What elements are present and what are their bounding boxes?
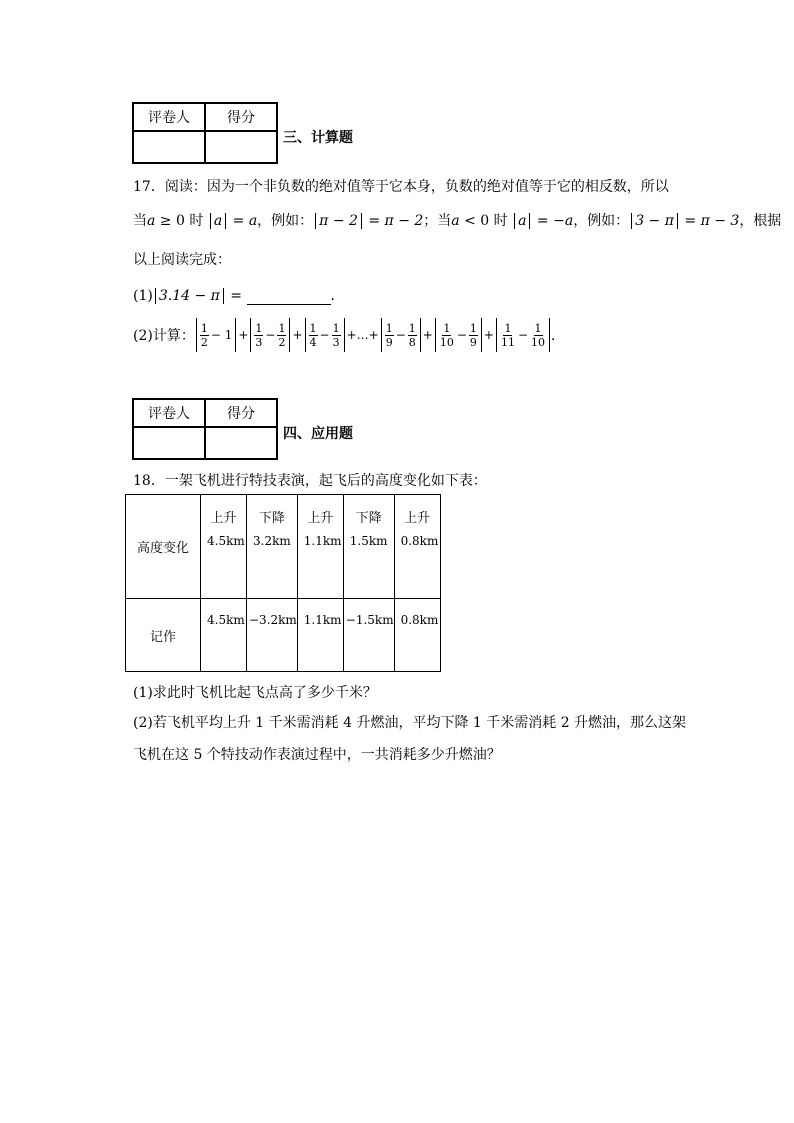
abs-term-5: $\frac{1}{10}$ − $\frac{1}{9}$	[435, 318, 482, 352]
abs-a-2: a	[514, 213, 530, 229]
q17-line3: 以上阅读完成：	[133, 252, 231, 268]
abs-term-4: $\frac{1}{9}$ − $\frac{1}{8}$	[381, 318, 421, 352]
scorebox-grader-header: 评卷人	[133, 103, 205, 131]
scorebox-grader-cell[interactable]	[133, 427, 205, 459]
abs-a: a	[210, 213, 226, 229]
altitude-cell-1: 上升 4.5km	[201, 495, 247, 599]
q18-intro: 18．一架飞机进行特技表演，起飞后的高度变化如下表：	[133, 473, 487, 489]
altitude-cell-2: 下降 3.2km	[247, 495, 298, 599]
abs-term-3: $\frac{1}{4}$ − $\frac{1}{3}$	[305, 318, 345, 352]
scorebox-score-cell[interactable]	[205, 131, 277, 163]
altitude-cell-3: 上升 1.1km	[297, 495, 343, 599]
scorebox-grader-cell[interactable]	[133, 131, 205, 163]
scorebox-score-header: 得分	[205, 103, 277, 131]
q17-part1: (1) 3.14 − π = ．	[133, 288, 345, 304]
section-3-title: 三、计算题	[283, 130, 353, 146]
row-label-recorded: 记作	[126, 599, 201, 672]
q17-part2: (2)计算： $\frac{1}{2}$ − 1 + $\frac{1}{3}$ − $\frac{1}{2}$ + $\frac{1}{4}$ − $\frac{1}{3}$ +…+ $\frac{1}{9}$ − $\frac{1}{8}$ + $\frac{1}{10}$ − $\frac{1}{9}$ + $\frac{1}{11}$ − $\frac{1}{10}$ ．	[133, 316, 565, 354]
score-box-section-4	[132, 398, 278, 460]
q18-part1: (1)求此时飞机比起飞点高了多少千米？	[133, 685, 377, 701]
row-label-altitude-change: 高度变化	[126, 495, 201, 599]
q18-part2-line1: (2)若飞机平均上升 1 千米需消耗 4 升燃油，平均下降 1 千米需消耗 2 升燃油，那么这架	[133, 715, 687, 731]
abs-3.14-minus-pi: 3.14 − π	[155, 288, 224, 304]
recorded-cell-1: 4.5km	[201, 599, 247, 672]
q18-part2-line2: 飞机在这 5 个特技动作表演过程中，一共消耗多少升燃油？	[133, 747, 501, 763]
section-4-title: 四、应用题	[283, 426, 353, 442]
altitude-table	[125, 494, 441, 672]
recorded-cell-2: −3.2km	[247, 599, 298, 672]
abs-pi-minus-2: π − 2	[315, 213, 362, 229]
altitude-cell-5: 上升 0.8km	[394, 495, 440, 599]
scorebox-score-header: 得分	[205, 399, 277, 427]
abs-term-2: $\frac{1}{3}$ − $\frac{1}{2}$	[250, 318, 290, 352]
scorebox-grader-header: 评卷人	[133, 399, 205, 427]
q17-line2: 当a ≥ 0 时 a = a，例如： π − 2 = π − 2；当a < 0 时 a = −a，例如： 3 − π = π − 3，根据	[133, 213, 782, 229]
score-box-section-3	[132, 102, 278, 164]
recorded-cell-4: −1.5km	[343, 599, 394, 672]
recorded-cell-5: 0.8km	[394, 599, 440, 672]
abs-3-minus-pi: 3 − π	[631, 213, 678, 229]
scorebox-score-cell[interactable]	[205, 427, 277, 459]
abs-term-1: $\frac{1}{2}$ − 1	[196, 318, 237, 352]
altitude-cell-4: 下降 1.5km	[343, 495, 394, 599]
answer-blank[interactable]	[247, 290, 331, 305]
q17-intro: 17．阅读：因为一个非负数的绝对值等于它本身，负数的绝对值等于它的相反数，所以	[133, 179, 669, 195]
recorded-cell-3: 1.1km	[297, 599, 343, 672]
abs-term-6: $\frac{1}{11}$ − $\frac{1}{10}$	[496, 318, 550, 352]
